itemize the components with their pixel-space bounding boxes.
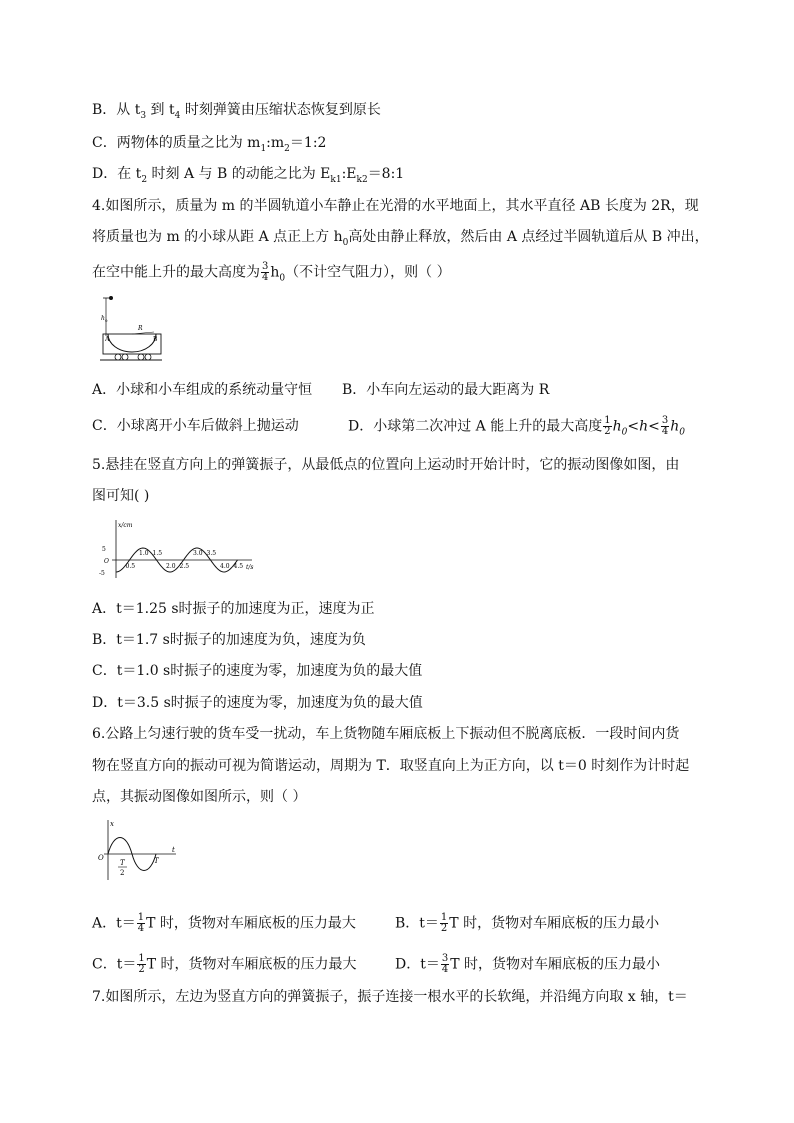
q5-option-a: A．t＝1.25 s时振子的加速度为正，速度为正 bbox=[92, 601, 375, 617]
y-axis-label: x/cm bbox=[118, 522, 133, 529]
q5-text-line-1: 5.悬挂在竖直方向上的弹簧振子，从最低点的位置向上运动时开始计时，它的振动图像如图，由 bbox=[92, 457, 680, 473]
wheel-icon bbox=[115, 354, 121, 360]
svg-text:O: O bbox=[98, 854, 104, 862]
q4-option-b: B．小车向左运动的最大距离为 R bbox=[342, 382, 550, 398]
svg-text:O: O bbox=[104, 558, 109, 565]
svg-text:-5: -5 bbox=[99, 570, 105, 577]
svg-text:0: 0 bbox=[105, 318, 108, 323]
q4-option-c: C．小球离开小车后做斜上抛运动 bbox=[92, 418, 299, 434]
q6-text-line-1: 6.公路上匀速行驶的货车受一扰动，车上货物随车厢底板上下振动但不脱离底板．一段时间内货 bbox=[92, 726, 680, 742]
q4-text-line-3: 在空中能上升的最大高度为 $\frac{3}{4}$ $h_0$（不计空气阻力），则（ ） bbox=[92, 261, 451, 284]
q5-option-d: D．t＝3.5 s时振子的速度为零，加速度为负的最大值 bbox=[92, 695, 423, 711]
semicircle-track bbox=[108, 334, 156, 352]
tick-label: 2.0 bbox=[166, 563, 176, 570]
h0-label: h bbox=[101, 315, 105, 322]
tick-label: 4.5 bbox=[233, 563, 244, 570]
q4-text-line-1: 4.如图所示，质量为 m 的半圆轨道小车静止在光滑的水平地面上，其水平直径 AB 长度为 2R，现 bbox=[92, 198, 699, 214]
svg-text:t: t bbox=[172, 846, 175, 854]
q6-option-a: A．t＝ $\frac{1}{4}$ T 时，货物对车厢底板的压力最大 bbox=[92, 912, 356, 934]
q4-cart-figure bbox=[96, 294, 166, 366]
wheel-icon bbox=[122, 354, 128, 360]
x-axis-label: t/s bbox=[246, 564, 254, 571]
svg-text:2: 2 bbox=[120, 869, 125, 877]
q3-option-d: D．在 $t_2$ 时刻 A 与 B 的动能之比为 $E_{k1}:E_{k2}=8:1$ bbox=[92, 166, 405, 185]
q3-option-c: C．两物体的质量之比为 $m_1:m_2=1:2$ bbox=[92, 135, 327, 154]
b-label: B bbox=[153, 336, 158, 343]
wheel-icon bbox=[145, 354, 151, 360]
q7-text-line-1: 7.如图所示，左边为竖直方向的弹簧振子，振子连接一根水平的长软绳，并沿绳方向取 x 轴，t＝ bbox=[92, 989, 688, 1005]
tick-label: 3.0 bbox=[193, 550, 203, 557]
q6-option-c: C．t＝ $\frac{1}{2}$ T 时，货物对车厢底板的压力最大 bbox=[92, 953, 357, 975]
q4-text-line-2: 将质量也为 m 的小球从距 A 点正上方 $h_0$高处由静止释放，然后由 A 点经过半圆轨道后从 B 冲出， bbox=[92, 229, 709, 248]
wheel-icon bbox=[138, 354, 144, 360]
a-label: A bbox=[105, 336, 110, 343]
q6-vibration-graph bbox=[96, 818, 180, 884]
q4-option-a: A．小球和小车组成的系统动量守恒 bbox=[92, 382, 313, 398]
ball-icon bbox=[109, 296, 113, 300]
tick-label: 1.5 bbox=[152, 550, 163, 557]
r-label: R bbox=[138, 325, 143, 332]
q3-option-b: B．从 $t_3$ 到 $t_4$ 时刻弹簧由压缩状态恢复到原长 bbox=[92, 102, 381, 121]
q4-option-d: D．小球第二次冲过 A 能上升的最大高度 $\frac{1}{2}$ $h_0<h<$ $\frac{3}{4}$ $h_0$ bbox=[348, 415, 685, 438]
q5-option-b: B．t＝1.7 s时振子的加速度为负，速度为负 bbox=[92, 632, 366, 648]
svg-text:T: T bbox=[154, 857, 159, 865]
svg-text:x: x bbox=[110, 820, 114, 828]
q6-text-line-2: 物在竖直方向的振动可视为简谐运动，周期为 T．取竖直向上为正方向，以 t＝0 时刻作为计时起 bbox=[92, 758, 690, 774]
svg-text:5: 5 bbox=[102, 546, 106, 553]
svg-text:T: T bbox=[120, 859, 125, 867]
fraction: $\frac{3}{4}$ bbox=[262, 261, 269, 283]
tick-label: 4.0 bbox=[220, 563, 230, 570]
q5-option-c: C．t＝1.0 s时振子的速度为零，加速度为负的最大值 bbox=[92, 663, 423, 679]
q6-option-b: B．t＝ $\frac{1}{2}$ T 时，货物对车厢底板的压力最小 bbox=[395, 912, 660, 934]
q6-text-line-3: 点，其振动图像如图所示，则（ ） bbox=[92, 789, 307, 805]
q6-option-d: D．t＝ $\frac{3}{4}$ T 时，货物对车厢底板的压力最小 bbox=[395, 953, 661, 975]
tick-label: 2.5 bbox=[179, 563, 190, 570]
q5-vibration-graph bbox=[96, 518, 258, 580]
q5-text-line-2: 图可知( ) bbox=[92, 488, 150, 504]
tick-label: 0.5 bbox=[125, 563, 136, 570]
tick-label: 3.5 bbox=[206, 550, 217, 557]
tick-label: 1.0 bbox=[139, 550, 149, 557]
